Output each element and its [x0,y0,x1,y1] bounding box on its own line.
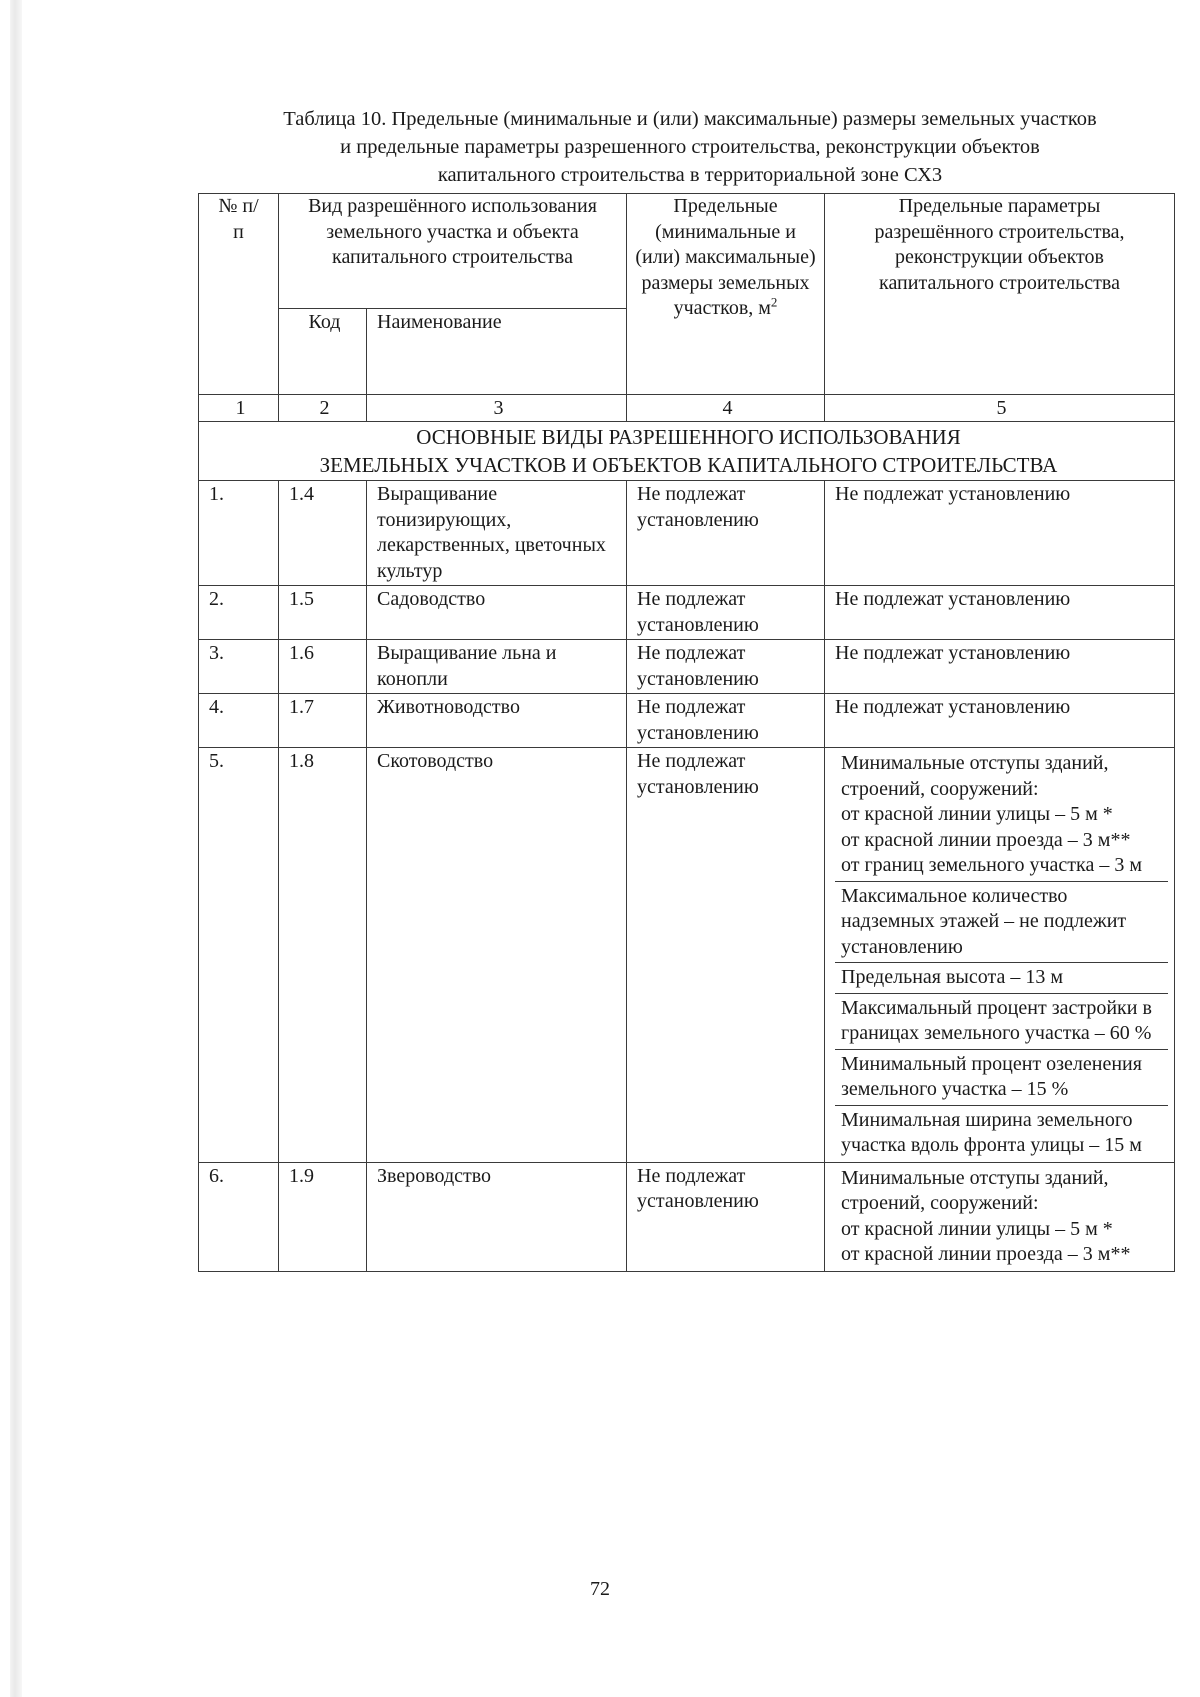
row-num: 4. [199,694,279,748]
row-name: Животноводство [367,694,627,748]
row-code: 1.8 [279,748,367,1163]
row-name: Звероводство [367,1162,627,1271]
param-max-coverage: Максимальный процент застройки в границах земельного участка – 60 % [835,993,1168,1049]
row-code: 1.6 [279,640,367,694]
table-row [199,748,1175,1163]
table-row [199,481,1175,586]
header-code: Код [279,309,367,395]
caption-line-1: Таблица 10. Предельные (минимальные и (или) максимальные) размеры земельных участков [283,108,1097,130]
row-name: Садоводство [367,586,627,640]
regulations-table [198,193,1175,1272]
header-row-1 [199,194,1175,309]
row-sizes: Не подлежат установлению [627,640,825,694]
row-sizes: Не подлежат установлению [627,748,825,1163]
row-num: 3. [199,640,279,694]
param-max-floors: Максимальное количество надземных этажей – не подлежит установлению [835,881,1168,963]
table-row [199,694,1175,748]
row-params: Не подлежат установлению [825,586,1175,640]
row-code: 1.9 [279,1162,367,1271]
table-row [199,1162,1175,1271]
param-min-frontage: Минимальная ширина земельного участка вдоль фронта улицы – 15 м [835,1105,1168,1161]
param-max-height: Предельная высота – 13 м [835,962,1168,993]
row-params: Не подлежат установлению [825,640,1175,694]
row-num: 1. [199,481,279,586]
header-sizes [627,194,825,395]
row-name: Скотоводство [367,748,627,1163]
col-number-2: 2 [279,395,367,422]
caption-line-3: капитального строительства в территориальной зоне СХ3 [437,164,943,186]
row-num: 5. [199,748,279,1163]
section-title-line-1: ОСНОВНЫЕ ВИДЫ РАЗРЕШЕННОГО ИСПОЛЬЗОВАНИЯ [416,425,961,449]
header-params: Предельные параметры разрешённого строительства, реконструкции объектов капитального строительства [825,194,1175,395]
header-sizes-sup: 2 [770,294,778,310]
page-number: 72 [590,1578,610,1600]
caption-line-2: и предельные параметры разрешенного строительства, реконструкции объектов [340,136,1040,158]
table-row [199,586,1175,640]
row-code: 1.4 [279,481,367,586]
section-title [199,422,1175,481]
row-sizes: Не подлежат установлению [627,481,825,586]
row-params [825,1162,1175,1271]
row-code: 1.7 [279,694,367,748]
row-num: 2. [199,586,279,640]
table-caption [200,105,1180,189]
scan-edge [10,0,22,1697]
col-number-1: 1 [199,395,279,422]
row-sizes: Не подлежат установлению [627,586,825,640]
header-name: Наименование [367,309,627,395]
row-params: Не подлежат установлению [825,481,1175,586]
row-code: 1.5 [279,586,367,640]
row-num: 6. [199,1162,279,1271]
header-vid: Вид разрешённого использования земельного участка и объекта капитального строительства [279,194,627,309]
header-num: № п/п [199,194,279,395]
header-sizes-text: Предельные (минимальные и (или) максимальные) размеры земельных участков, м [635,195,816,319]
col-number-5: 5 [825,395,1175,422]
col-number-3: 3 [367,395,627,422]
param-setbacks: Минимальные отступы зданий, строений, сооружений: от красной линии улицы – 5 м * от красной линии проезда – 3 м** от границ земельного участка – 3 м [841,752,1142,876]
param-setbacks: Минимальные отступы зданий, строений, сооружений: от красной линии улицы – 5 м * от красной линии проезда – 3 м** [841,1166,1131,1265]
section-title-row [199,422,1175,481]
table-row [199,640,1175,694]
row-sizes: Не подлежат установлению [627,694,825,748]
param-min-greenery: Минимальный процент озеленения земельного участка – 15 % [835,1049,1168,1105]
column-numbers-row [199,395,1175,422]
row-params [825,748,1175,1163]
section-title-line-2: ЗЕМЕЛЬНЫХ УЧАСТКОВ И ОБЪЕКТОВ КАПИТАЛЬНОГО СТРОИТЕЛЬСТВА [319,453,1058,477]
row-name: Выращивание тонизирующих, лекарственных, цветочных культур [367,481,627,586]
col-number-4: 4 [627,395,825,422]
row-sizes: Не подлежат установлению [627,1162,825,1271]
row-name: Выращивание льна и конопли [367,640,627,694]
row-params: Не подлежат установлению [825,694,1175,748]
